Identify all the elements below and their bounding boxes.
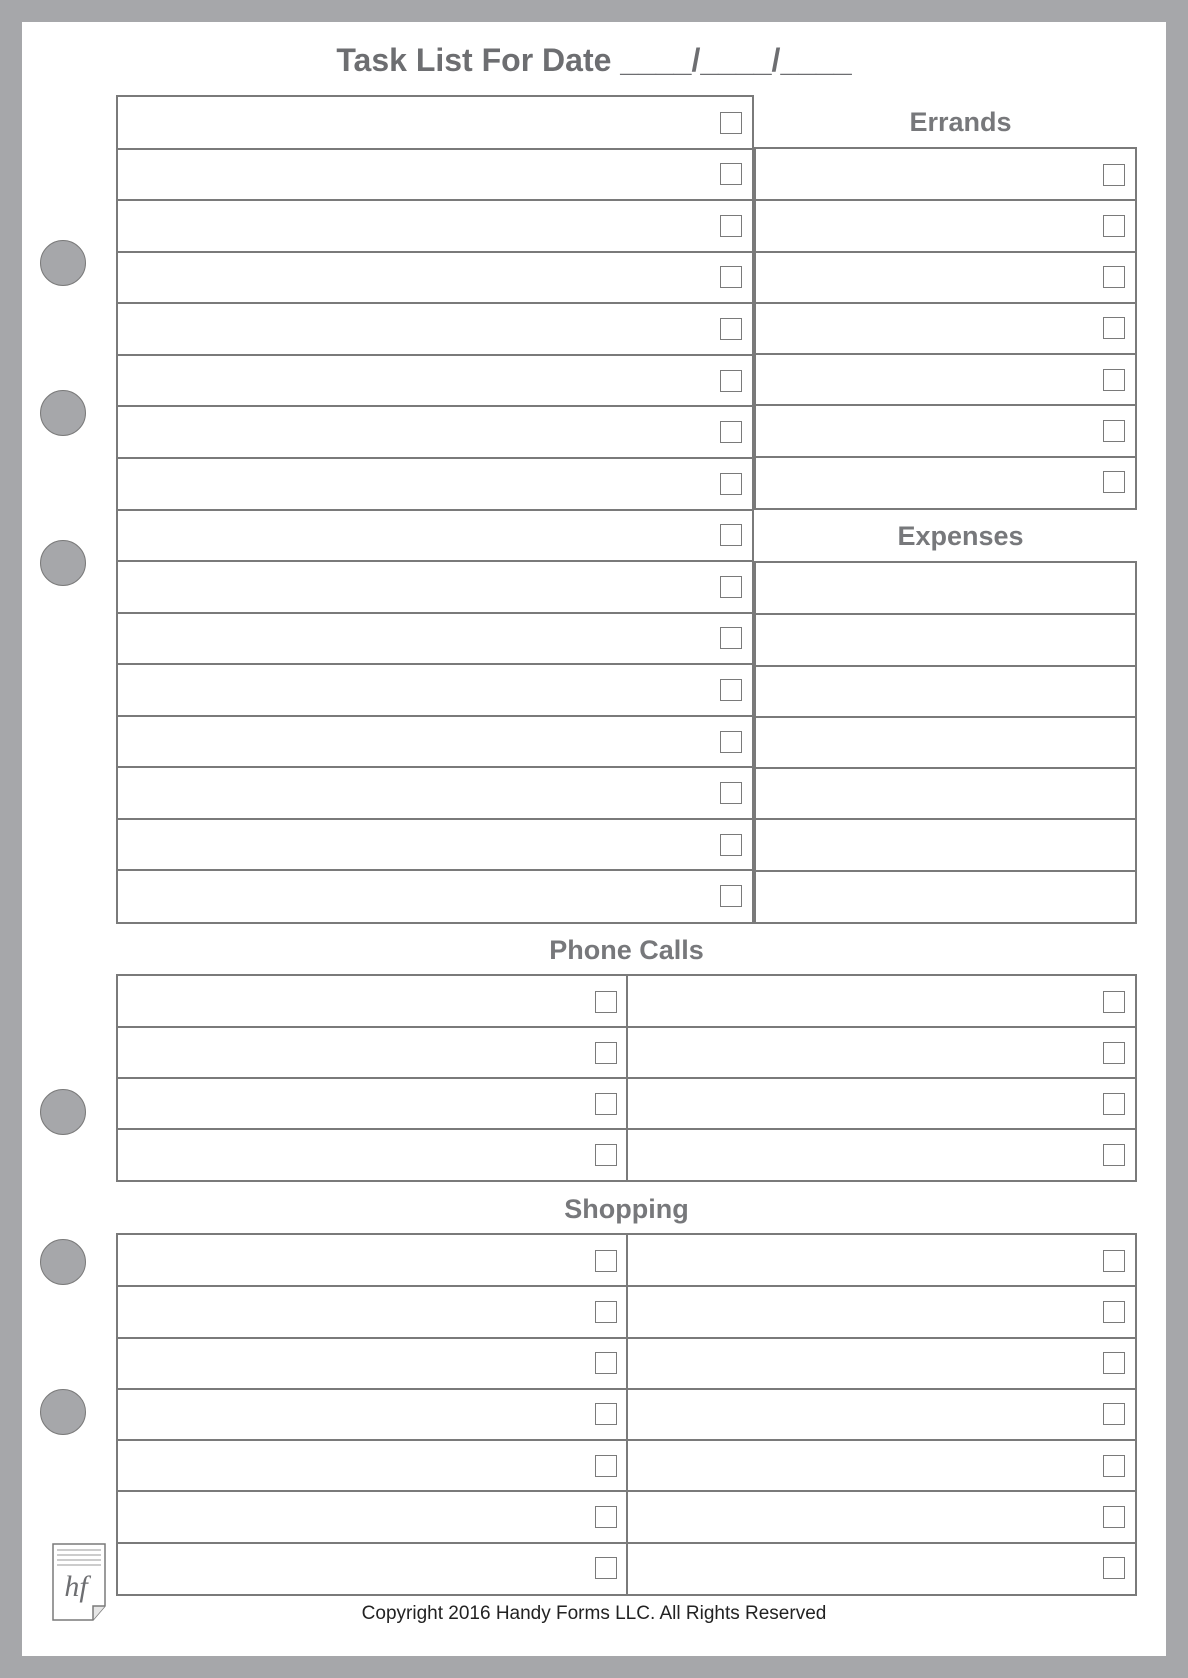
checkbox[interactable] xyxy=(595,1301,617,1323)
checkbox[interactable] xyxy=(1103,1042,1125,1064)
list-item[interactable] xyxy=(756,717,1135,768)
checkbox[interactable] xyxy=(1103,1093,1125,1115)
binder-hole xyxy=(40,540,86,586)
copyright-notice: Copyright 2016 Handy Forms LLC. All Rights Reserved xyxy=(361,1603,827,1624)
checkbox[interactable] xyxy=(1103,1455,1125,1477)
list-item[interactable] xyxy=(118,767,752,819)
checkbox[interactable] xyxy=(595,1403,617,1425)
checkbox[interactable] xyxy=(1103,471,1125,493)
checkbox[interactable] xyxy=(720,112,742,134)
list-item[interactable] xyxy=(756,303,1135,354)
expenses-list xyxy=(754,561,1137,924)
list-item[interactable] xyxy=(118,613,752,665)
list-item[interactable] xyxy=(118,716,752,768)
checkbox[interactable] xyxy=(1103,164,1125,186)
checkbox[interactable] xyxy=(1103,1144,1125,1166)
checkbox[interactable] xyxy=(595,1144,617,1166)
binder-hole xyxy=(40,240,86,286)
list-item[interactable] xyxy=(627,1440,1136,1491)
checkbox[interactable] xyxy=(720,421,742,443)
list-item[interactable] xyxy=(627,976,1136,1027)
binder-hole xyxy=(40,1089,86,1135)
list-item[interactable] xyxy=(118,1027,627,1078)
checkbox[interactable] xyxy=(720,370,742,392)
list-item[interactable] xyxy=(118,1235,627,1286)
list-item[interactable] xyxy=(118,1491,627,1542)
list-item[interactable] xyxy=(118,1389,627,1440)
phone-calls-heading: Phone Calls xyxy=(549,935,704,965)
checkbox[interactable] xyxy=(595,1042,617,1064)
binder-hole xyxy=(40,390,86,436)
checkbox[interactable] xyxy=(720,215,742,237)
list-item[interactable] xyxy=(118,458,752,510)
list-item[interactable] xyxy=(627,1543,1136,1594)
checkbox[interactable] xyxy=(720,266,742,288)
list-item[interactable] xyxy=(756,457,1135,508)
checkbox[interactable] xyxy=(720,782,742,804)
list-item[interactable] xyxy=(627,1491,1136,1542)
binder-hole xyxy=(40,1239,86,1285)
checkbox[interactable] xyxy=(595,1455,617,1477)
checkbox[interactable] xyxy=(1103,420,1125,442)
list-item[interactable] xyxy=(627,1078,1136,1129)
checkbox[interactable] xyxy=(595,1093,617,1115)
checkbox[interactable] xyxy=(720,834,742,856)
checkbox[interactable] xyxy=(720,576,742,598)
checkbox[interactable] xyxy=(720,731,742,753)
list-item[interactable] xyxy=(118,1286,627,1337)
checkbox[interactable] xyxy=(595,1352,617,1374)
checkbox[interactable] xyxy=(720,627,742,649)
checkbox[interactable] xyxy=(720,679,742,701)
list-item[interactable] xyxy=(756,252,1135,303)
list-item[interactable] xyxy=(756,563,1135,614)
checkbox[interactable] xyxy=(720,163,742,185)
list-item[interactable] xyxy=(756,354,1135,405)
list-item[interactable] xyxy=(118,1129,627,1180)
list-item[interactable] xyxy=(756,149,1135,200)
list-item[interactable] xyxy=(118,1078,627,1129)
list-item[interactable] xyxy=(627,1338,1136,1389)
checkbox[interactable] xyxy=(720,318,742,340)
checkbox[interactable] xyxy=(1103,1352,1125,1374)
checkbox[interactable] xyxy=(595,1557,617,1579)
list-item[interactable] xyxy=(756,405,1135,456)
list-item[interactable] xyxy=(118,149,752,201)
page-title: Task List For Date ____/____/____ xyxy=(336,42,852,78)
checkbox[interactable] xyxy=(595,1506,617,1528)
list-item[interactable] xyxy=(756,666,1135,717)
checkbox[interactable] xyxy=(1103,266,1125,288)
list-item[interactable] xyxy=(118,1543,627,1594)
checkbox[interactable] xyxy=(720,885,742,907)
planner-sheet xyxy=(22,22,1166,1656)
errands-list xyxy=(754,147,1137,510)
list-item[interactable] xyxy=(118,1440,627,1491)
checkbox[interactable] xyxy=(1103,1557,1125,1579)
errands-heading: Errands xyxy=(909,107,1012,137)
phone-calls-list xyxy=(116,974,1137,1182)
expenses-heading: Expenses xyxy=(897,521,1024,551)
list-item[interactable] xyxy=(118,252,752,304)
checkbox[interactable] xyxy=(1103,1301,1125,1323)
list-item[interactable] xyxy=(118,97,752,149)
list-item[interactable] xyxy=(756,768,1135,819)
list-item[interactable] xyxy=(627,1027,1136,1078)
binder-hole xyxy=(40,1389,86,1435)
list-item[interactable] xyxy=(118,870,752,922)
list-item[interactable] xyxy=(118,200,752,252)
list-item[interactable] xyxy=(118,664,752,716)
shopping-list xyxy=(116,1233,1137,1596)
checkbox[interactable] xyxy=(1103,1250,1125,1272)
list-item[interactable] xyxy=(627,1389,1136,1440)
list-item[interactable] xyxy=(118,303,752,355)
checkbox[interactable] xyxy=(1103,317,1125,339)
checkbox[interactable] xyxy=(1103,1506,1125,1528)
list-item[interactable] xyxy=(627,1129,1136,1180)
list-item[interactable] xyxy=(756,871,1135,922)
checkbox[interactable] xyxy=(720,473,742,495)
list-item[interactable] xyxy=(118,561,752,613)
checkbox[interactable] xyxy=(1103,369,1125,391)
shopping-heading: Shopping xyxy=(564,1194,689,1224)
svg-text:hf: hf xyxy=(64,1570,88,1603)
list-item[interactable] xyxy=(627,1235,1136,1286)
list-item[interactable] xyxy=(627,1286,1136,1337)
list-item[interactable] xyxy=(118,355,752,407)
checkbox[interactable] xyxy=(1103,1403,1125,1425)
list-item[interactable] xyxy=(756,819,1135,870)
list-item[interactable] xyxy=(118,1338,627,1389)
checkbox[interactable] xyxy=(720,524,742,546)
checkbox[interactable] xyxy=(595,991,617,1013)
list-item[interactable] xyxy=(756,200,1135,251)
list-item[interactable] xyxy=(756,614,1135,665)
tasks-list xyxy=(116,95,754,924)
list-item[interactable] xyxy=(118,976,627,1027)
list-item[interactable] xyxy=(118,819,752,871)
list-item[interactable] xyxy=(118,406,752,458)
checkbox[interactable] xyxy=(1103,215,1125,237)
checkbox[interactable] xyxy=(1103,991,1125,1013)
list-item[interactable] xyxy=(118,510,752,562)
checkbox[interactable] xyxy=(595,1250,617,1272)
